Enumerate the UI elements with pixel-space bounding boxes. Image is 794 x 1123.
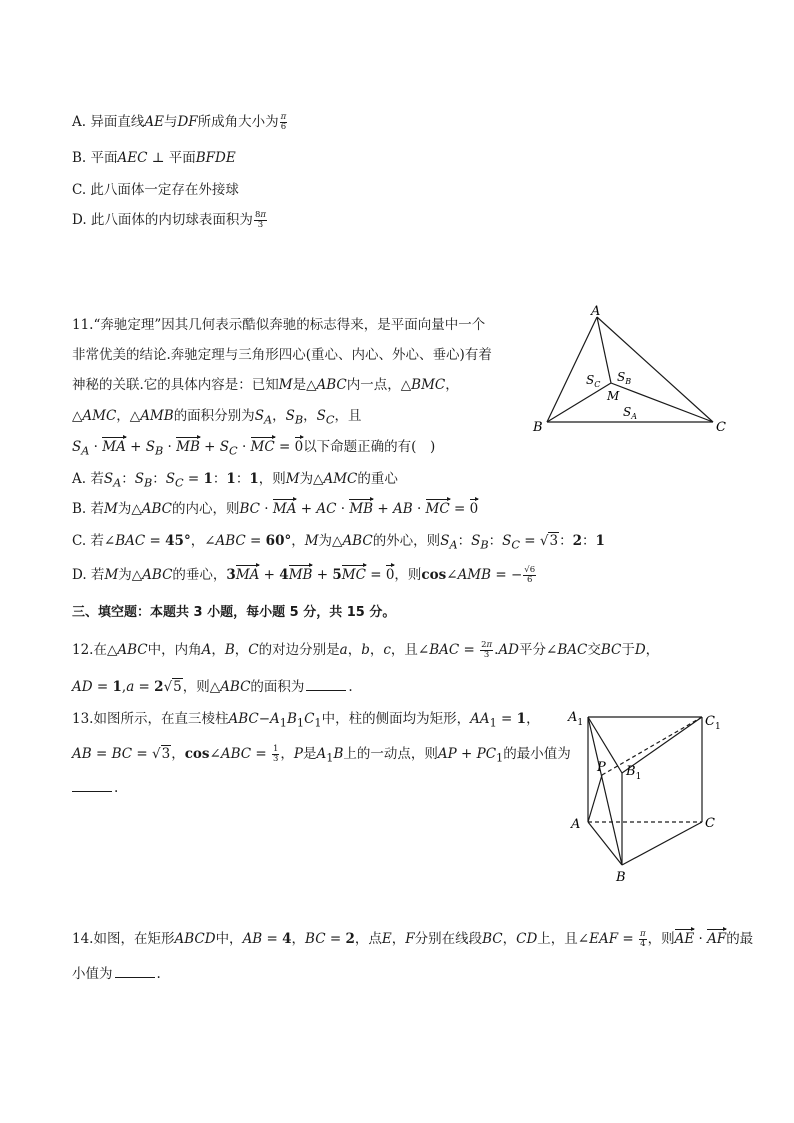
q11-stem-5: $S_A$ · MA + $S_B$ · MB + $S_C$ · MC = 0以下命题正确的有( ) bbox=[72, 439, 436, 458]
q11-stem-4: △AMC，△AMB的面积分别为$S_A$，$S_B$，$S_C$，且 bbox=[72, 408, 362, 427]
label-a: A bbox=[571, 817, 581, 832]
q14-answer-blank[interactable] bbox=[115, 976, 155, 978]
q13-line-1: 13.如图所示，在直三棱柱$ABC-A_1B_1C_1$中，柱的侧面均为矩形，$AA_1 = 1$， bbox=[72, 711, 540, 730]
q13-answer-blank[interactable] bbox=[72, 790, 112, 792]
label-p: P bbox=[597, 760, 606, 775]
q12-line-1: 12.在△ABC中，内角A，B，C的对边分别是a，b，c，且∠BAC = $\frac{2\pi}{3}$ .AD平分∠BAC交BC于D， bbox=[72, 640, 660, 660]
q14-line-2: 小值为 . bbox=[72, 966, 161, 982]
figure-benz-triangle bbox=[525, 305, 735, 440]
q11-stem-1: 11.“奔驰定理”因其几何表示酷似奔驰的标志得来，是平面向量中一个 bbox=[72, 317, 486, 333]
label-a: A bbox=[591, 305, 601, 319]
label-c: C bbox=[705, 816, 715, 831]
label-b: B bbox=[533, 420, 543, 435]
segment-pc1 bbox=[602, 717, 702, 775]
q11-option-b: B. 若M为△ABC的内心，则BC · MA + AC · MB + AB · MC = 0 bbox=[72, 501, 479, 517]
q12-answer-blank[interactable] bbox=[306, 689, 346, 691]
label-sa: $S_A$ bbox=[623, 405, 638, 421]
q13-line-3: . bbox=[72, 780, 118, 796]
q14-line-1: 14.如图，在矩形ABCD中，AB = 4，BC = 2，点E，F分别在线段BC，CD上，且∠EAF = $\frac{\pi}{4}$ ，则AE · AF的最 bbox=[72, 929, 754, 949]
label-b1: $B_1$ bbox=[626, 764, 642, 782]
q12-line-2: AD = 1,a = 2√5，则△ABC的面积为 . bbox=[72, 679, 353, 695]
q11-option-a: A. 若$S_A$：$S_B$：$S_C = 1$：1：1，则M为△AMC的重心 bbox=[72, 471, 398, 490]
q11-stem-3: 神秘的关联.它的具体内容是：已知M是△ABC内一点，△BMC， bbox=[72, 377, 459, 393]
q11-option-d: D. 若M为△ABC的垂心，3MA + 4MB + 5MC = 0，则cos∠AMB = − $\frac{√6}{6}$ bbox=[72, 565, 536, 585]
label-b: B bbox=[616, 870, 626, 885]
q10-option-c: C. 此八面体一定存在外接球 bbox=[72, 182, 239, 198]
q10-option-a: A. 异面直线AE与DF所成角大小为 $\frac{\pi}{6}$ bbox=[72, 112, 287, 132]
label-sc: $S_C$ bbox=[586, 373, 601, 389]
q13-line-2: AB = BC = √3，cos∠ABC = $\frac{1}{3}$ ，P是$A_1B$上的一动点，则AP + $PC_1$的最小值为 bbox=[72, 744, 571, 765]
label-c1: $C_1$ bbox=[705, 714, 721, 732]
label-c: C bbox=[716, 420, 726, 435]
segment-am bbox=[597, 317, 611, 383]
q11-stem-2: 非常优美的结论.奔驰定理与三角形四心(重心、内心、外心、垂心)有着 bbox=[72, 347, 492, 363]
label-a1: $A_1$ bbox=[568, 710, 584, 728]
q10-option-d: D. 此八面体的内切球表面积为 $\frac{8\pi}{3}$ bbox=[72, 210, 266, 230]
q10-option-b: B. 平面AEC ⊥ 平面BFDE bbox=[72, 150, 236, 166]
label-sb: $S_B$ bbox=[617, 370, 632, 386]
label-m: M bbox=[607, 389, 620, 403]
q11-option-c: C. 若∠BAC = 45°，∠ABC = 60°，M为△ABC的外心，则$S_A$：$S_B$：$S_C = √3$：2：1 bbox=[72, 533, 605, 552]
figure-prism bbox=[562, 705, 732, 887]
section-fill-in-header: 三、填空题：本题共 3 小题，每小题 5 分，共 15 分。 bbox=[72, 605, 396, 620]
segment-ap bbox=[588, 775, 602, 822]
edge-bc bbox=[622, 822, 702, 865]
edge-ac bbox=[597, 317, 713, 422]
